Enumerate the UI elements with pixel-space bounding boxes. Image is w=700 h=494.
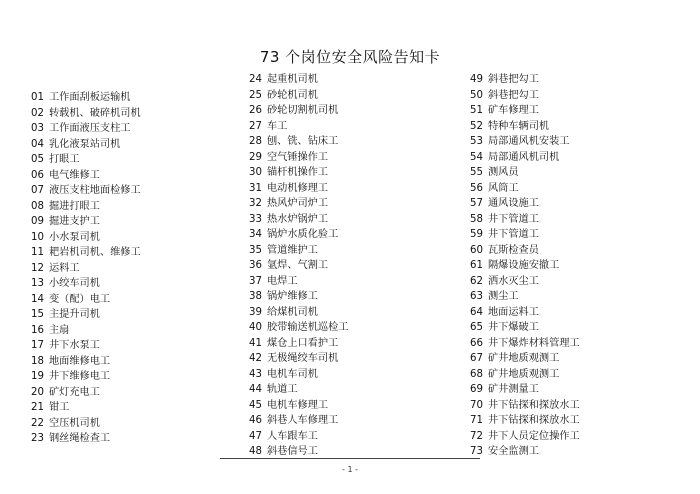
list-item	[249, 134, 349, 150]
item-number: 50	[470, 89, 483, 101]
item-number: 28	[249, 136, 262, 147]
list-item	[470, 165, 580, 181]
item-number: 34	[249, 229, 262, 240]
list-item	[31, 230, 141, 246]
item-number: 25	[249, 89, 262, 101]
item-label: 特种车辆司机	[488, 120, 550, 132]
item-number: 59	[470, 229, 483, 240]
list-item	[31, 137, 141, 153]
list-item	[470, 181, 580, 197]
item-number: 65	[470, 322, 483, 333]
list-item	[470, 134, 580, 150]
item-number: 24	[249, 74, 262, 85]
list-item	[470, 305, 580, 321]
item-label: 井下人员定位操作工	[488, 430, 580, 442]
list-item	[470, 429, 580, 445]
item-label: 地面维修电工	[49, 355, 111, 367]
item-label: 矿井测量工	[488, 384, 539, 395]
list-item	[470, 227, 580, 243]
item-label: 斜巷把勾工	[488, 74, 539, 85]
item-label: 斜巷把勾工	[488, 89, 539, 101]
list-item	[31, 214, 141, 230]
item-label: 瓦斯检查员	[488, 244, 539, 256]
list-item	[249, 227, 349, 243]
item-label: 无极绳绞车司机	[267, 353, 339, 364]
list-item	[249, 165, 349, 181]
item-label: 乳化液泵站司机	[49, 138, 121, 150]
list-item	[249, 72, 349, 88]
item-number: 35	[249, 244, 262, 256]
list-item	[31, 338, 141, 354]
item-number: 55	[470, 167, 483, 178]
item-label: 井下爆破工	[488, 322, 539, 333]
item-label: 刨、铣、钻床工	[267, 136, 339, 147]
item-label: 电气维修工	[49, 169, 100, 181]
item-label: 砂轮机司机	[267, 89, 318, 101]
page-number: - 1 -	[342, 465, 358, 474]
item-number: 36	[249, 260, 262, 271]
list-item	[249, 88, 349, 104]
list-item	[31, 276, 141, 292]
item-label: 洒水灭尘工	[488, 275, 539, 287]
item-label: 矿灯充电工	[49, 386, 100, 398]
item-number: 01	[31, 92, 44, 103]
list-item	[249, 150, 349, 166]
item-number: 58	[470, 213, 483, 225]
post-list-column-1	[31, 90, 141, 447]
item-number: 41	[249, 337, 262, 349]
list-item	[31, 400, 141, 416]
list-item	[31, 106, 141, 122]
item-label: 测尘工	[488, 291, 519, 302]
item-number: 66	[470, 337, 483, 349]
item-label: 井下管道工	[488, 229, 539, 240]
list-item	[31, 307, 141, 323]
item-number: 05	[31, 154, 44, 165]
item-label: 矿车修理工	[488, 105, 539, 116]
item-label: 斜巷信号工	[267, 446, 318, 457]
list-item	[31, 431, 141, 447]
list-item	[249, 258, 349, 274]
list-item	[31, 385, 141, 401]
item-label: 电机车修理工	[267, 399, 329, 411]
item-label: 煤仓上口看护工	[267, 337, 339, 349]
list-item	[249, 289, 349, 305]
item-label: 矿井地质观测工	[488, 353, 560, 364]
item-label: 掘进支护工	[49, 216, 100, 227]
item-number: 52	[470, 120, 483, 132]
item-label: 局部通风机司机	[488, 151, 560, 163]
item-number: 37	[249, 275, 262, 287]
post-list-column-3	[470, 72, 580, 460]
item-number: 13	[31, 278, 44, 289]
item-number: 68	[470, 368, 483, 380]
item-label: 管道维护工	[267, 244, 318, 256]
list-item	[249, 351, 349, 367]
item-number: 16	[31, 324, 44, 336]
list-item	[470, 150, 580, 166]
item-number: 38	[249, 291, 262, 302]
item-label: 胶带输送机巡检工	[267, 322, 349, 333]
item-number: 73	[470, 446, 483, 457]
item-number: 43	[249, 368, 262, 380]
item-number: 06	[31, 169, 44, 181]
list-item	[249, 212, 349, 228]
list-item	[31, 245, 141, 261]
item-label: 安全监测工	[488, 446, 539, 457]
item-number: 04	[31, 138, 44, 150]
list-item	[249, 336, 349, 352]
item-label: 电机车司机	[267, 368, 318, 380]
item-label: 锅炉水质化验工	[267, 229, 339, 240]
item-number: 10	[31, 231, 44, 243]
item-label: 空气锤操作工	[267, 151, 329, 163]
list-item	[470, 351, 580, 367]
list-item	[31, 199, 141, 215]
item-number: 60	[470, 244, 483, 256]
list-item	[31, 354, 141, 370]
item-label: 井下管道工	[488, 213, 539, 225]
item-label: 主提升司机	[49, 309, 100, 320]
item-number: 03	[31, 123, 44, 134]
item-label: 空压机司机	[49, 417, 100, 429]
list-item	[249, 320, 349, 336]
item-label: 工作面液压支柱工	[49, 123, 131, 134]
item-label: 热水炉锅炉工	[267, 213, 329, 225]
item-label: 打眼工	[49, 154, 80, 165]
item-number: 19	[31, 371, 44, 382]
list-item	[31, 292, 141, 308]
list-item	[470, 103, 580, 119]
item-label: 氩焊、气割工	[267, 260, 329, 271]
item-number: 21	[31, 402, 44, 413]
item-number: 48	[249, 446, 262, 457]
item-label: 耙岩机司机、维修工	[49, 247, 141, 258]
list-item	[249, 413, 349, 429]
item-number: 51	[470, 105, 483, 116]
footer-divider	[220, 458, 480, 459]
list-item	[470, 367, 580, 383]
item-number: 62	[470, 275, 483, 287]
item-label: 电动机修理工	[267, 182, 329, 194]
item-label: 给煤机司机	[267, 306, 318, 318]
item-label: 砂轮切割机司机	[267, 105, 339, 116]
item-number: 23	[31, 433, 44, 444]
item-label: 局部通风机安装工	[488, 136, 570, 147]
item-number: 47	[249, 430, 262, 442]
item-label: 井下维修电工	[49, 371, 111, 382]
list-item	[470, 258, 580, 274]
item-label: 车工	[267, 120, 288, 132]
item-number: 02	[31, 107, 44, 119]
list-item	[31, 90, 141, 106]
list-item	[470, 212, 580, 228]
list-item	[249, 103, 349, 119]
item-number: 14	[31, 293, 44, 305]
item-label: 斜巷人车修理工	[267, 415, 339, 426]
item-label: 主扇	[49, 324, 70, 336]
item-number: 39	[249, 306, 262, 318]
item-number: 56	[470, 182, 483, 194]
item-number: 26	[249, 105, 262, 116]
item-label: 钳工	[49, 402, 70, 413]
list-item	[470, 88, 580, 104]
list-item	[470, 336, 580, 352]
list-item	[249, 274, 349, 290]
item-label: 锚杆机操作工	[267, 167, 329, 178]
list-item	[249, 243, 349, 259]
item-label: 井下爆炸材料管理工	[488, 337, 580, 349]
list-item	[249, 398, 349, 414]
list-item	[31, 416, 141, 432]
item-number: 42	[249, 353, 262, 364]
list-item	[31, 183, 141, 199]
item-number: 64	[470, 306, 483, 318]
list-item	[470, 72, 580, 88]
item-number: 32	[249, 198, 262, 209]
item-label: 钢丝绳检查工	[49, 433, 111, 444]
item-label: 小水泵司机	[49, 231, 100, 243]
item-number: 67	[470, 353, 483, 364]
list-item	[470, 243, 580, 259]
item-number: 30	[249, 167, 262, 178]
list-item	[31, 121, 141, 137]
item-number: 46	[249, 415, 262, 426]
item-label: 锅炉维修工	[267, 291, 318, 302]
item-label: 电焊工	[267, 275, 298, 287]
item-number: 69	[470, 384, 483, 395]
item-number: 18	[31, 355, 44, 367]
item-label: 起重机司机	[267, 74, 318, 85]
page-title: 73 个岗位安全风险告知卡	[259, 48, 441, 66]
item-number: 09	[31, 216, 44, 227]
list-item	[470, 382, 580, 398]
list-item	[249, 181, 349, 197]
item-number: 44	[249, 384, 262, 395]
item-number: 63	[470, 291, 483, 302]
list-item	[470, 119, 580, 135]
list-item	[31, 369, 141, 385]
list-item	[470, 444, 580, 460]
item-label: 风筒工	[488, 182, 519, 194]
item-number: 54	[470, 151, 483, 163]
item-number: 15	[31, 309, 44, 320]
item-number: 45	[249, 399, 262, 411]
item-number: 22	[31, 417, 44, 429]
item-number: 12	[31, 262, 44, 274]
list-item	[470, 398, 580, 414]
list-item	[31, 261, 141, 277]
item-label: 热风炉司炉工	[267, 198, 329, 209]
item-label: 隔爆设施安撤工	[488, 260, 560, 271]
item-label: 液压支柱地面检修工	[49, 185, 141, 196]
item-number: 07	[31, 185, 44, 196]
list-item	[31, 168, 141, 184]
item-label: 地面运料工	[488, 306, 539, 318]
item-number: 61	[470, 260, 483, 271]
list-item	[249, 119, 349, 135]
item-label: 运料工	[49, 262, 80, 274]
item-number: 53	[470, 136, 483, 147]
list-item	[31, 323, 141, 339]
item-label: 人车跟车工	[267, 430, 318, 442]
item-number: 20	[31, 386, 44, 398]
item-number: 33	[249, 213, 262, 225]
item-label: 井下钻探和探放水工	[488, 415, 580, 426]
list-item	[470, 274, 580, 290]
item-label: 测风员	[488, 167, 519, 178]
item-label: 掘进打眼工	[49, 200, 100, 212]
item-number: 17	[31, 340, 44, 351]
item-number: 31	[249, 182, 262, 194]
item-number: 27	[249, 120, 262, 132]
item-label: 井下水泵工	[49, 340, 100, 351]
list-item	[249, 196, 349, 212]
list-item	[249, 305, 349, 321]
item-number: 72	[470, 430, 483, 442]
item-label: 小绞车司机	[49, 278, 100, 289]
list-item	[249, 429, 349, 445]
item-label: 工作面刮板运输机	[49, 92, 131, 103]
item-label: 转载机、破碎机司机	[49, 107, 141, 119]
item-number: 71	[470, 415, 483, 426]
post-list-column-2	[249, 72, 349, 460]
list-item	[470, 320, 580, 336]
item-number: 08	[31, 200, 44, 212]
item-number: 49	[470, 74, 483, 85]
item-number: 57	[470, 198, 483, 209]
item-label: 井下钻探和探放水工	[488, 399, 580, 411]
list-item	[470, 196, 580, 212]
list-item	[470, 413, 580, 429]
list-item	[249, 367, 349, 383]
item-label: 矿井地质观测工	[488, 368, 560, 380]
list-item	[31, 152, 141, 168]
item-number: 40	[249, 322, 262, 333]
item-number: 29	[249, 151, 262, 163]
item-number: 70	[470, 399, 483, 411]
item-label: 变（配）电工	[49, 293, 111, 305]
list-item	[249, 382, 349, 398]
list-item	[470, 289, 580, 305]
item-label: 通风设施工	[488, 198, 539, 209]
item-number: 11	[31, 247, 44, 258]
item-label: 轨道工	[267, 384, 298, 395]
